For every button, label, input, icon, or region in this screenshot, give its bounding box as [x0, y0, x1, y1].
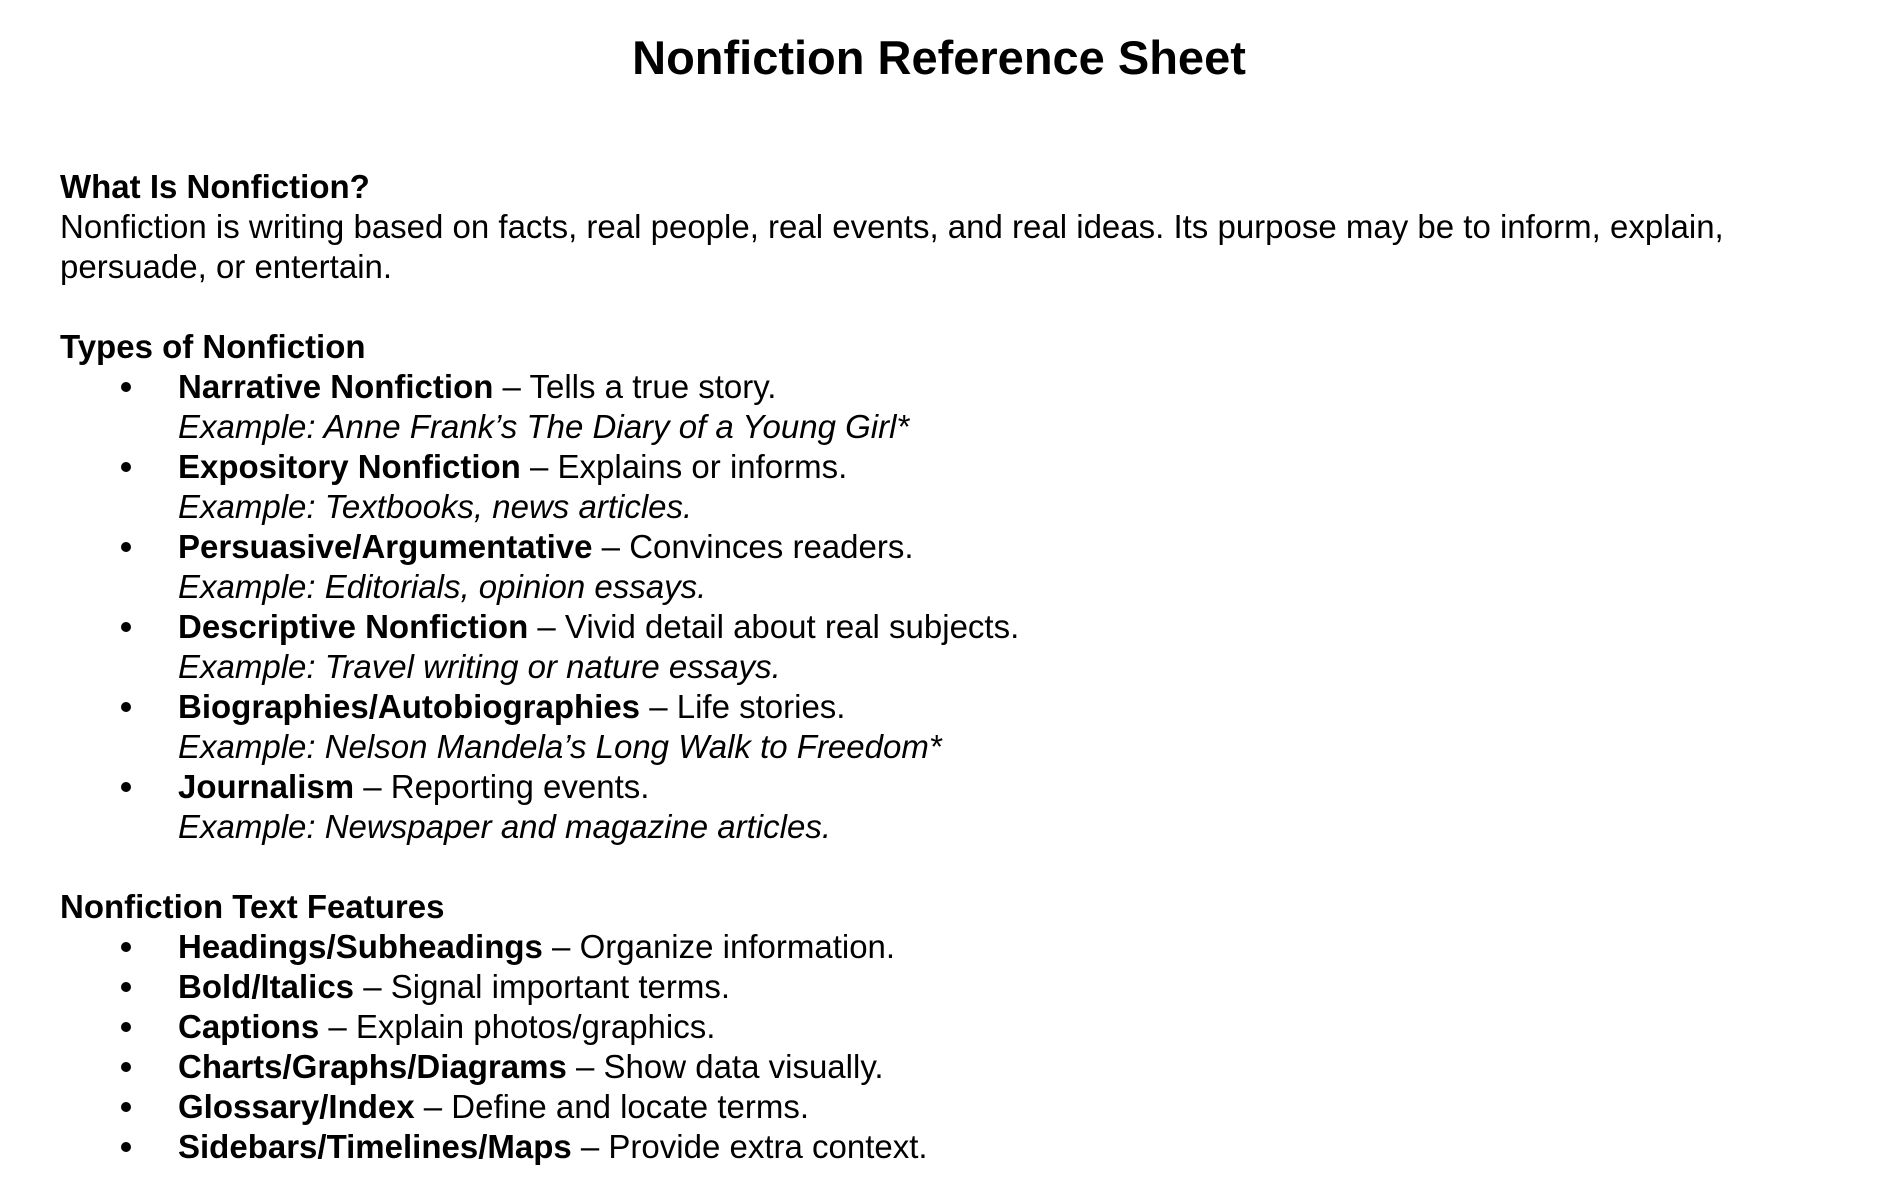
bullet-icon — [121, 1062, 131, 1072]
list-item — [60, 967, 1840, 1007]
list-item — [60, 447, 1840, 527]
list-item — [60, 1007, 1840, 1047]
type-desc: – Tells a true story. — [493, 368, 777, 405]
list-item — [60, 367, 1840, 447]
list-item — [60, 687, 1840, 767]
feature-desc: – Organize information. — [542, 928, 896, 965]
bullet-icon — [121, 702, 131, 712]
bullet-icon — [121, 462, 131, 472]
list-item — [60, 1127, 1840, 1167]
features-list — [60, 927, 1840, 1167]
feature-desc: – Define and locate terms. — [414, 1088, 809, 1125]
type-example: Example: Textbooks, news articles. — [178, 488, 693, 525]
section-heading-what: What Is Nonfiction? — [60, 168, 370, 205]
spacer — [60, 847, 1840, 887]
bullet-icon — [121, 1102, 131, 1112]
feature-desc: – Show data visually. — [566, 1048, 884, 1085]
list-item — [60, 527, 1840, 607]
types-list — [60, 367, 1840, 847]
feature-desc: – Explain photos/graphics. — [319, 1008, 716, 1045]
type-term: Narrative Nonfiction — [178, 368, 494, 405]
feature-term: Glossary/Index — [178, 1088, 415, 1125]
bullet-icon — [121, 942, 131, 952]
feature-term: Bold/Italics — [178, 968, 355, 1005]
page-title: Nonfiction Reference Sheet — [632, 31, 1246, 84]
feature-term: Captions — [178, 1008, 320, 1045]
definition-line-2: persuade, or entertain. — [60, 248, 393, 285]
type-term: Descriptive Nonfiction — [178, 608, 529, 645]
type-desc: – Explains or informs. — [520, 448, 848, 485]
bullet-icon — [121, 782, 131, 792]
document-body — [60, 167, 1840, 1167]
bullet-icon — [121, 982, 131, 992]
type-example: Example: Anne Frank’s The Diary of a Young Girl* — [178, 408, 910, 445]
feature-desc: – Provide extra context. — [571, 1128, 928, 1165]
type-example: Example: Editorials, opinion essays. — [178, 568, 707, 605]
type-example: Example: Newspaper and magazine articles. — [178, 808, 831, 845]
bullet-icon — [121, 382, 131, 392]
spacer — [60, 287, 1840, 327]
type-desc: – Vivid detail about real subjects. — [528, 608, 1020, 645]
bullet-icon — [121, 622, 131, 632]
section-heading-types: Types of Nonfiction — [60, 328, 366, 365]
bullet-icon — [121, 542, 131, 552]
type-example: Example: Travel writing or nature essays. — [178, 648, 781, 685]
list-item — [60, 1047, 1840, 1087]
bullet-icon — [121, 1142, 131, 1152]
feature-term: Sidebars/Timelines/Maps — [178, 1128, 572, 1165]
definition-line-1: Nonfiction is writing based on facts, real people, real events, and real ideas. Its purpose may be to inform, explain, — [60, 208, 1724, 245]
type-desc: – Reporting events. — [354, 768, 650, 805]
feature-term: Headings/Subheadings — [178, 928, 543, 965]
list-item — [60, 607, 1840, 687]
list-item — [60, 927, 1840, 967]
type-desc: – Convinces readers. — [592, 528, 914, 565]
type-desc: – Life stories. — [640, 688, 846, 725]
type-term: Expository Nonfiction — [178, 448, 521, 485]
type-term: Biographies/Autobiographies — [178, 688, 641, 725]
section-heading-features: Nonfiction Text Features — [60, 888, 445, 925]
type-example: Example: Nelson Mandela’s Long Walk to Freedom* — [178, 728, 942, 765]
feature-term: Charts/Graphs/Diagrams — [178, 1048, 567, 1085]
type-term: Journalism — [178, 768, 355, 805]
bullet-icon — [121, 1022, 131, 1032]
list-item — [60, 767, 1840, 847]
type-term: Persuasive/Argumentative — [178, 528, 593, 565]
list-item — [60, 1087, 1840, 1127]
feature-desc: – Signal important terms. — [354, 968, 731, 1005]
